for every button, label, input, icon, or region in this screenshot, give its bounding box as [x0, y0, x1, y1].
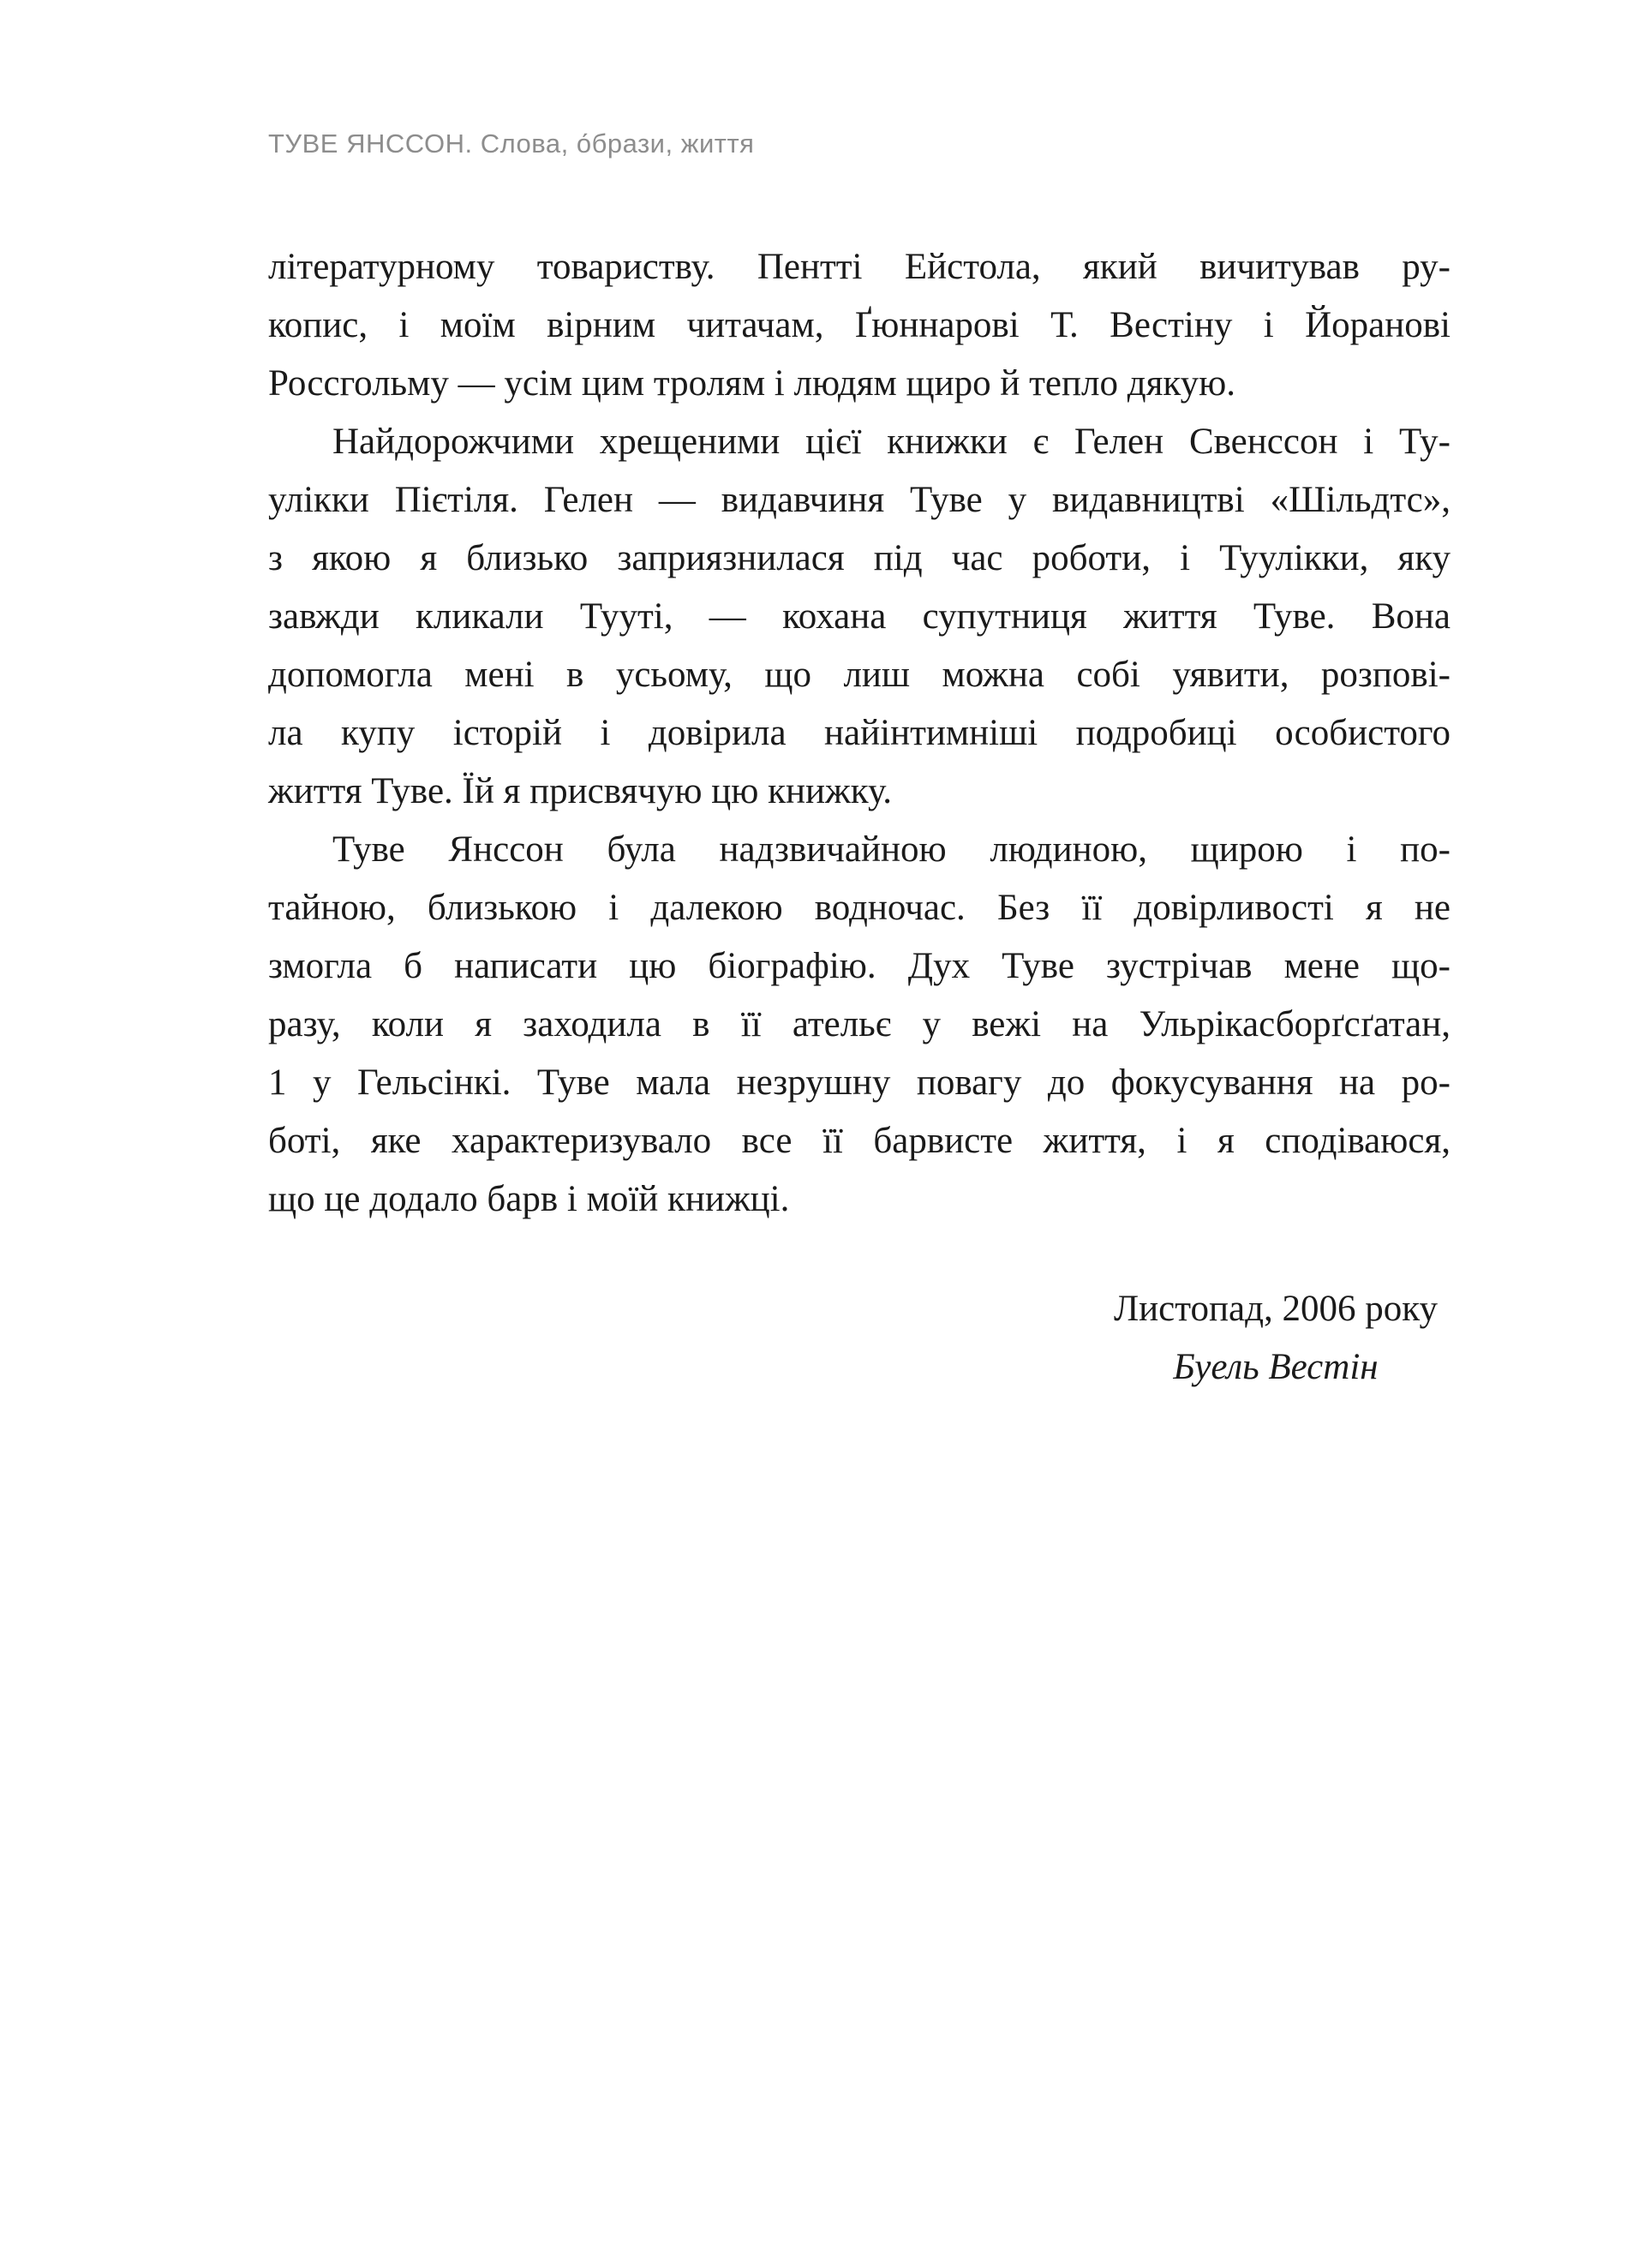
text-line: завжди кликали Тууті, — кохана супутниця життя Туве. Вона — [268, 596, 1451, 637]
text-line: життя Туве. Їй я присвячую цю книжку. — [268, 771, 892, 811]
page-content — [268, 129, 1451, 1397]
text-line: боті, яке характеризувало все її барвисте життя, і я сподіваюся, — [268, 1121, 1451, 1161]
text-line: змогла б написати цю біографію. Дух Туве зустрічав мене що- — [268, 946, 1451, 986]
signature-block — [1114, 1280, 1438, 1397]
signature-date: Листопад, 2006 року — [1114, 1289, 1438, 1329]
text-line: що це додало барв і моїй книжці. — [268, 1179, 790, 1219]
paragraph — [268, 413, 1451, 821]
text-line: разу, коли я заходила в її ательє у вежі на Ульрікасборґсґатан, — [268, 1004, 1451, 1044]
text-line: допомогла мені в усьому, що лиш можна собі уявити, розпові- — [268, 655, 1451, 695]
page-body — [268, 238, 1451, 1229]
text-line: з якою я близько заприязнилася під час роботи, і Туулікки, яку — [268, 538, 1451, 578]
text-line: літературному товариству. Пентті Ейстола, який вичитував ру- — [268, 247, 1451, 287]
text-line: тайною, близькою і далекою водночас. Без її довірливості я не — [268, 888, 1451, 928]
text-line: 1 у Гельсінкі. Туве мала незрушну повагу до фокусування на ро- — [268, 1062, 1451, 1103]
paragraph — [268, 238, 1451, 413]
signature-author: Буель Вестін — [1173, 1347, 1379, 1387]
text-line: Россгольму — усім цим тролям і людям щиро й тепло дякую. — [268, 363, 1236, 404]
text-line: Туве Янссон була надзвичайною людиною, щирою і по- — [332, 829, 1451, 870]
text-line: копис, і моїм вірним читачам, Ґюннарові Т. Вестіну і Йоранові — [268, 305, 1451, 345]
text-line: улікки Пієтіля. Гелен — видавчиня Туве у видавництві «Шільдтс», — [268, 480, 1451, 520]
text-line: Найдорожчими хрещеними цієї книжки є Гелен Свенссон і Ту- — [332, 422, 1451, 462]
running-header: ТУВЕ ЯНССОН. Слова, о́брази, життя — [268, 129, 755, 159]
text-line: ла купу історій і довірила найінтимніші подробиці особистого — [268, 713, 1451, 753]
paragraph — [268, 821, 1451, 1229]
